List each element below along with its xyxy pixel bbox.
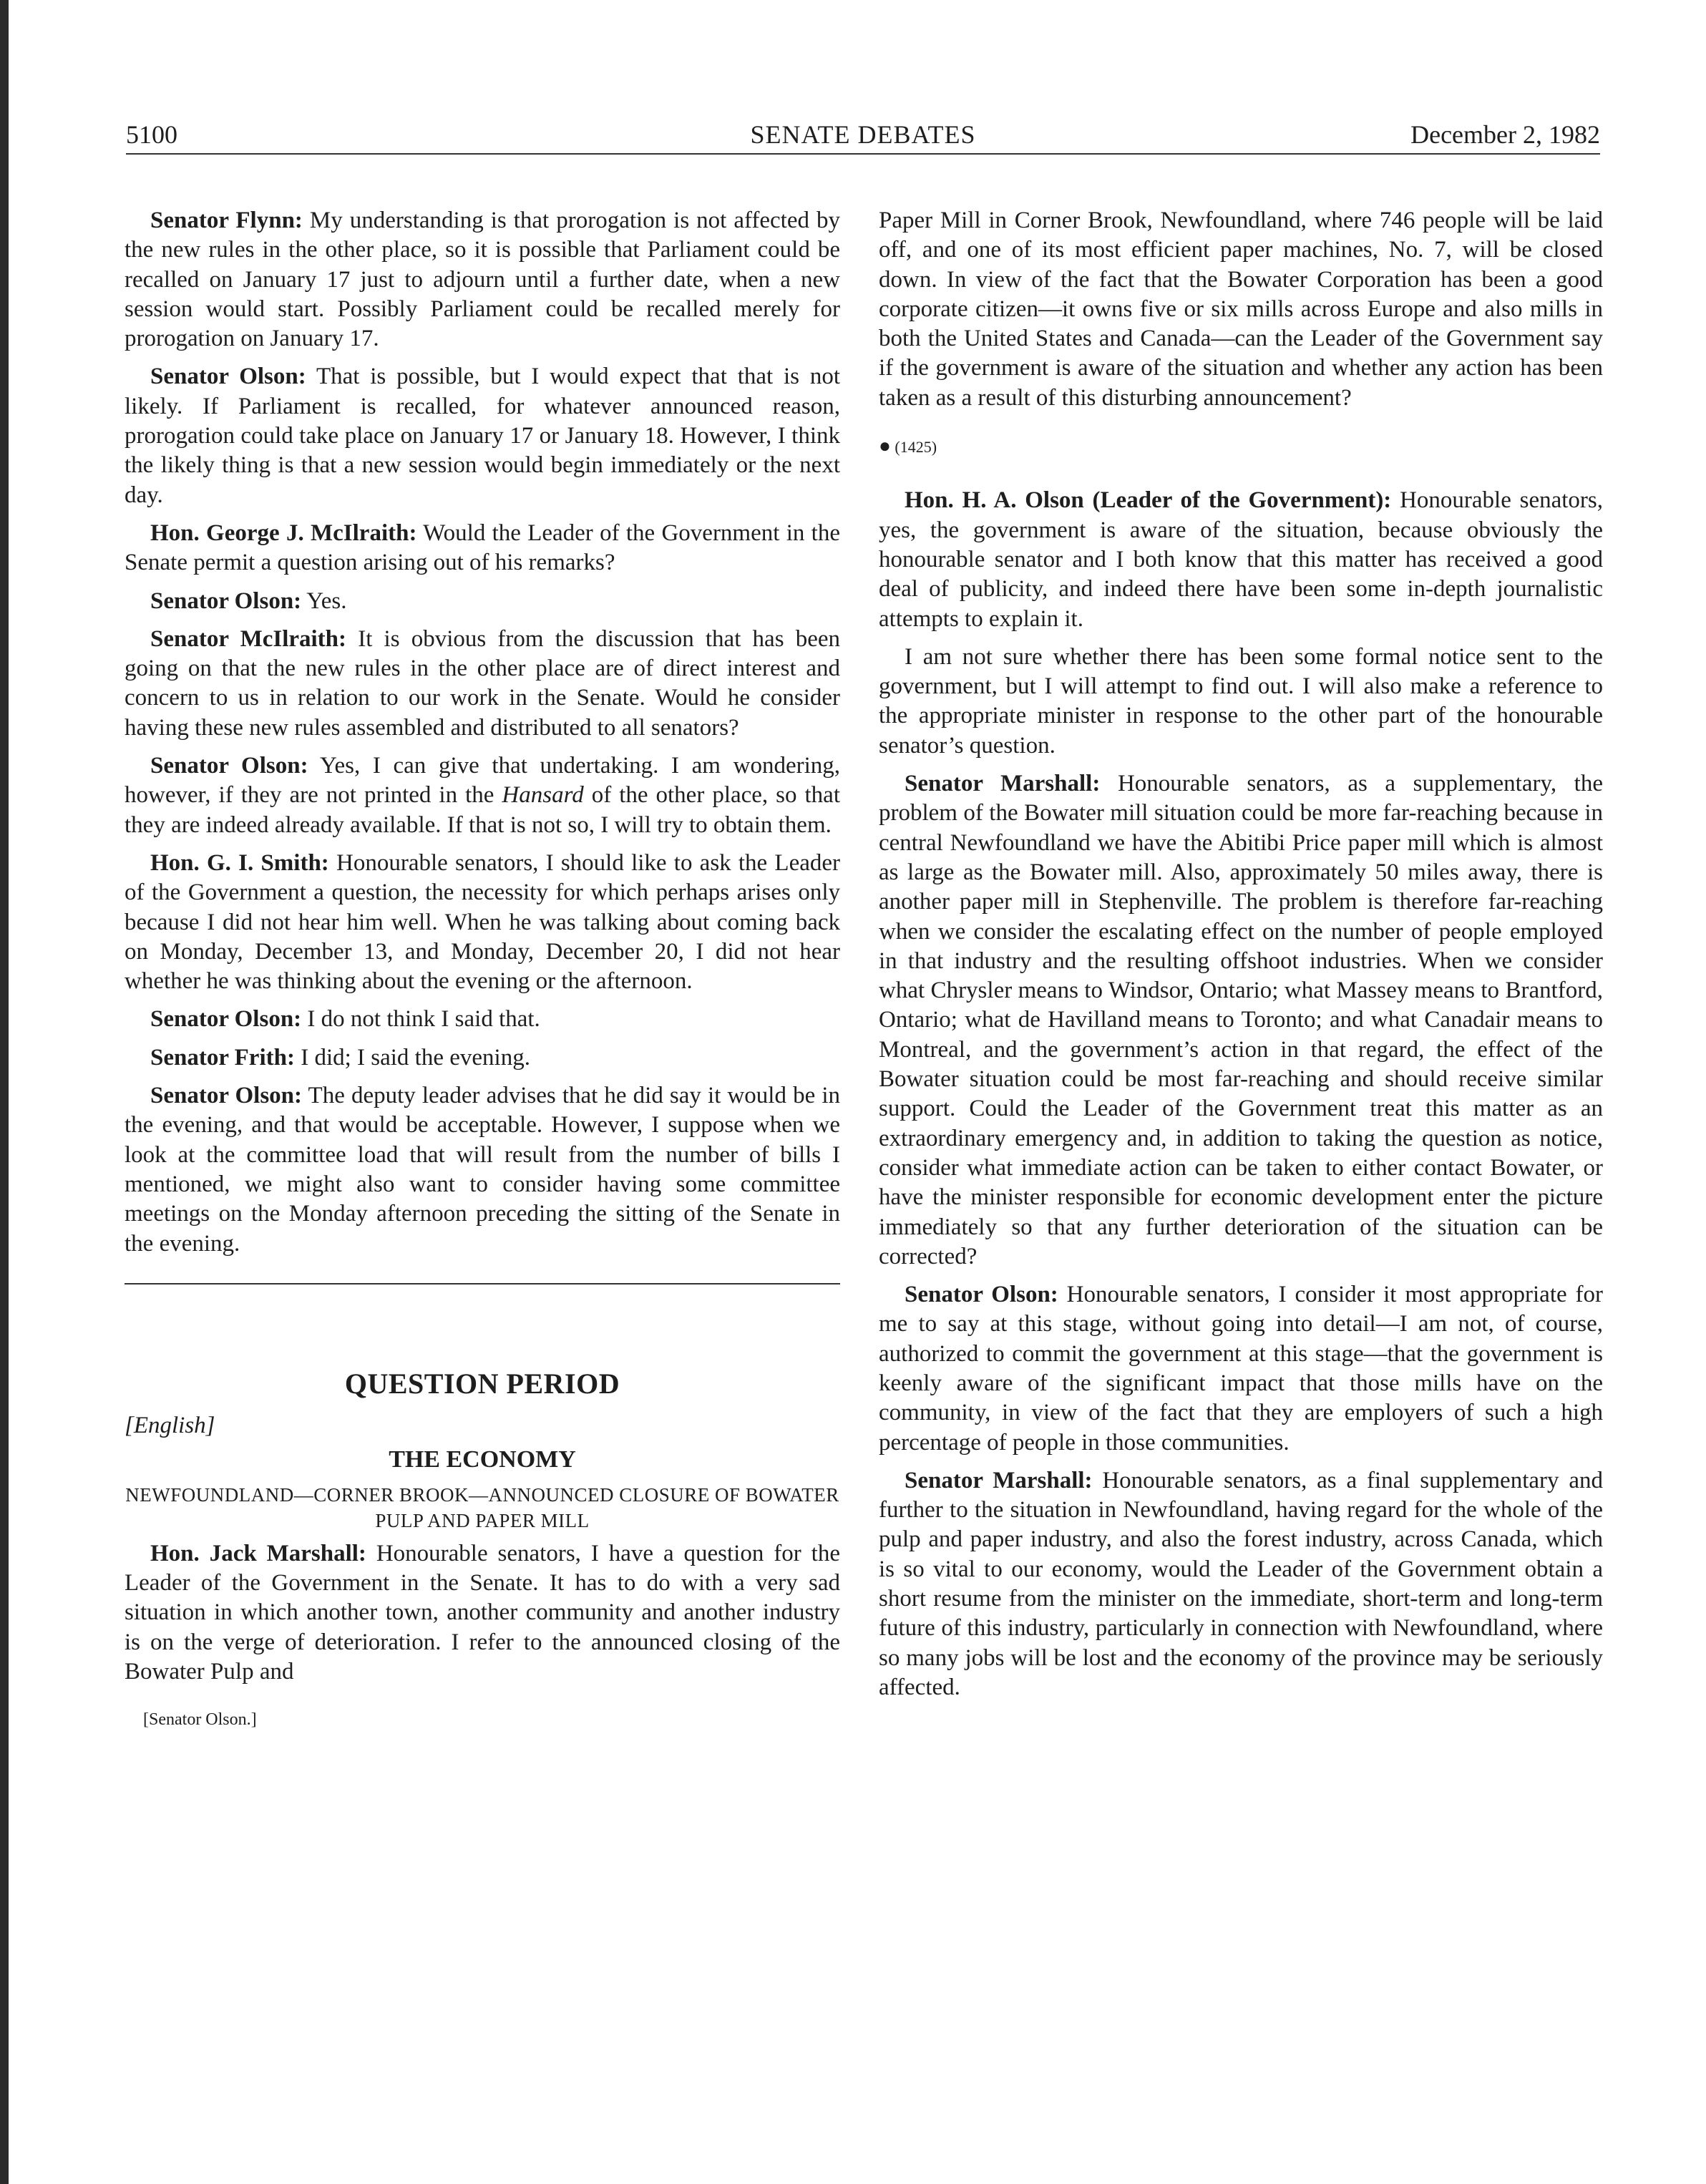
speech: My understanding is that prorogation is not affected by the new rules in the other place, so it is possible that Parliament could be recalled on January 17 just to adjourn until a further date, when a new session would start. Possibly Parliament could be recalled merely for prorogation on January 17.	[125, 208, 840, 352]
speech: of the other place, so that they are indeed already available. If that is not so, I will try to obtain them.	[125, 782, 841, 838]
topic-heading: THE ECONOMY	[389, 1446, 576, 1473]
page-header	[126, 119, 1600, 155]
paragraph	[125, 751, 840, 840]
paragraph	[125, 625, 840, 743]
section-divider	[125, 1283, 840, 1284]
speech: Honourable senators, I consider it most appropriate for me to say at this stage, without going into detail—I am not, of course, authorized to commit the government at this stage—that the government is keenly aware of the significant impact that those mills have on the community, in view of the fact that they are employers of such a high percentage of people in those communities.	[879, 1282, 1603, 1456]
paragraph	[125, 519, 840, 578]
speaker: Senator Marshall:	[905, 771, 1101, 797]
speech: Honourable senators, I have a question for the Leader of the Government in the Senate. It has to do with a very sad situation in which another town, another community and another industry is on the verge of deterioration. I refer to the announced closing of the Bowater Pulp and	[125, 1540, 840, 1685]
paragraph	[879, 643, 1603, 761]
language-tag: [English]	[125, 1413, 215, 1439]
speech: I do not think I said that.	[301, 1006, 540, 1033]
speech: Honourable senators, as a supplementary, the problem of the Bowater mill situation could be more far-reaching because in central Newfoundland we have the Abitibi Price paper mill which is almost as large as the Bowater mill. Also, approximately 50 miles away, there is another paper mill in Stephenville. The problem is therefore far-reaching when we consider the escalating effect on the number of people employed in that industry and the resulting offshoot industries. When we consider what Chrysler means to Windsor, Ontario; what Massey means to Brantford, Ontario; what de Havilland means to Toronto; and what Canadair means to Montreal, and the government’s action in that regard, the effect of the Bowater situation could be most far-reaching and should receive similar support. Could the Leader of the Government treat this matter as an extraordinary emergency and, in addition to taking the question as notice, consider what immediate action can be taken to either contact Bowater, or have the minister responsible for economic development enter the picture immediately so that any further deterioration of the situation can be corrected?	[879, 771, 1603, 1269]
speech: Honourable senators, yes, the government is aware of the situation, because obviously the honourable senator and I both know that this matter has received a good deal of publicity, and indeed there have been some in-depth journalistic attempts to explain it.	[879, 487, 1603, 632]
paragraph	[125, 1539, 840, 1687]
speaker: Hon. George J. McIlraith:	[150, 520, 417, 546]
page-number: 5100	[126, 120, 177, 149]
speech: Yes, I can give that undertaking. I am wondering, however, if they are not printed in the	[125, 753, 841, 809]
paragraph	[125, 587, 840, 616]
speaker: Senator Frith:	[150, 1044, 295, 1071]
speaker: Hon. G. I. Smith:	[150, 849, 329, 876]
italic-title: Hansard	[502, 782, 584, 809]
paragraph	[879, 769, 1603, 1272]
speaker: Senator Olson:	[150, 753, 308, 779]
speech: It is obvious from the discussion that has been going on that the new rules in the other place are of direct interest and concern to us in relation to our work in the Senate. Would he consider having these new rules assembled and distributed to all senators?	[125, 625, 840, 741]
bullet-icon: ●	[879, 435, 891, 458]
paragraph	[879, 1280, 1603, 1458]
paragraph	[125, 849, 840, 996]
paragraph	[125, 362, 840, 510]
paragraph	[125, 1081, 840, 1259]
speech: That is possible, but I would expect that that is not likely. If Parliament is recalled, for whatever announced reason, prorogation could take place on January 17 or January 18. However, I think the likely thing is that a new session would begin immediately or the next day.	[125, 364, 840, 508]
speech: Paper Mill in Corner Brook, Newfoundland, where 746 people will be laid off, and one of its most efficient paper machines, No. 7, will be closed down. In view of the fact that the Bowater Corporation has been a good corporate citizen—it owns five or six mills across Europe and also mills in both the United States and Canada—can the Leader of the Government say if the government is aware of the situation and whether any action has been taken as a result of this disturbing announcement?	[879, 208, 1603, 411]
paragraph	[879, 206, 1603, 413]
issue-date: December 2, 1982	[1410, 120, 1600, 149]
speech: I did; I said the evening.	[294, 1044, 530, 1071]
speech: The deputy leader advises that he did say it would be in the evening, and that would be acceptable. However, I suppose when we look at the committee load that will result from the number of bills I mentioned, we might also want to consider having some committee meetings on the Monday afternoon preceding the sitting of the Senate in the evening.	[125, 1083, 840, 1257]
time-marker	[879, 432, 1603, 462]
speech: Honourable senators, as a final supplementary and further to the situation in Newfoundland, having regard for the whole of the pulp and paper industry, and also the forest industry, across Canada, which is so vital to our economy, would the Leader of the Government obtain a short resume from the minister on the immediate, short-term and long-term future of this industry, particularly in connection with Newfoundland, where so many jobs will be lost and the economy of the province may be seriously affected.	[879, 1467, 1603, 1700]
publication-title: SENATE DEBATES	[750, 120, 976, 149]
footer-note: [Senator Olson.]	[143, 1710, 257, 1730]
scan-edge	[0, 0, 9, 2184]
paragraph	[879, 486, 1603, 633]
paragraph	[125, 1043, 840, 1073]
speaker: Senator Flynn:	[150, 208, 303, 233]
section-title: QUESTION PERIOD	[344, 1367, 620, 1400]
speaker: Senator Olson:	[150, 588, 302, 614]
right-column	[879, 206, 1603, 1711]
speaker: Hon. Jack Marshall:	[150, 1540, 366, 1566]
paragraph	[125, 206, 840, 354]
speaker: Senator Olson:	[150, 1083, 303, 1109]
speaker: Senator Olson:	[905, 1282, 1058, 1308]
speech: Yes.	[301, 588, 347, 614]
subtopic-heading: NEWFOUNDLAND—CORNER BROOK—ANNOUNCED CLOSURE OF BOWATER PULP AND PAPER MILL	[125, 1483, 839, 1531]
speaker: Hon. H. A. Olson (Leader of the Government):	[905, 487, 1392, 514]
speaker: Senator McIlraith:	[150, 625, 347, 652]
paragraph	[879, 1466, 1603, 1702]
header-rule	[126, 153, 1600, 155]
time-stamp: (1425)	[895, 438, 937, 457]
speech: Would the Leader of the Government in the Senate permit a question arising out of his remarks?	[125, 520, 840, 576]
paragraph	[125, 1005, 840, 1034]
speech: Honourable senators, I should like to ask the Leader of the Government a question, the necessity for which perhaps arises only because I did not hear him well. When he was talking about coming back on Monday, December 13, and Monday, December 20, I did not hear whether he was thinking about the evening or the afternoon.	[125, 849, 841, 995]
speaker: Senator Marshall:	[905, 1467, 1093, 1493]
speaker: Senator Olson:	[150, 1006, 302, 1033]
left-column	[125, 206, 840, 1735]
speaker: Senator Olson:	[150, 364, 306, 390]
speech: I am not sure whether there has been some formal notice sent to the government, but I will attempt to find out. I will also make a reference to the appropriate minister in response to the other part of the honourable senator’s question.	[879, 643, 1603, 759]
